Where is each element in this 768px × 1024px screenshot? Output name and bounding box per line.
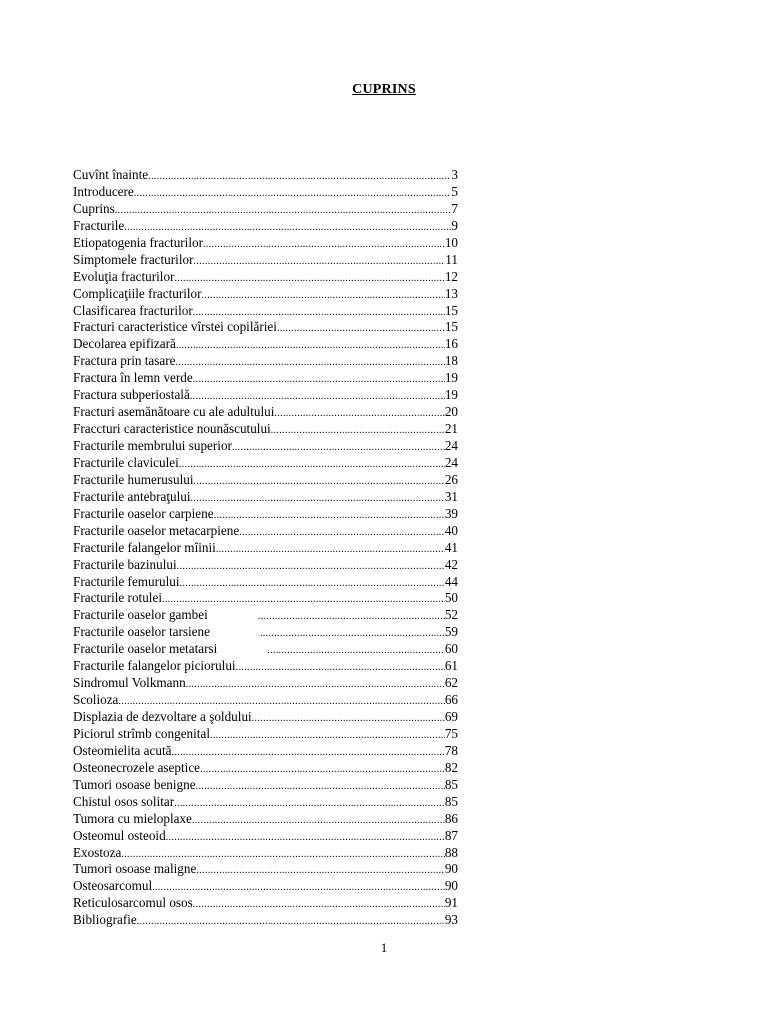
- toc-entry: [73, 760, 458, 777]
- toc-entry-page: 39: [444, 505, 458, 521]
- toc-entry-page: 82: [444, 759, 458, 775]
- toc-entry-title: Fracturile: [73, 217, 125, 233]
- toc-entry-title: Fracturile oaselor metacarpiene: [73, 522, 240, 538]
- toc-entry: [73, 506, 458, 523]
- toc-entry-title: Evoluţia fracturilor: [73, 268, 175, 284]
- toc-dot-leader: [274, 406, 444, 421]
- toc-entry: [73, 353, 458, 370]
- toc-entry: [73, 455, 458, 472]
- toc-entry: [73, 692, 458, 709]
- table-of-contents: [73, 167, 458, 929]
- toc-dot-leader: [193, 897, 445, 912]
- toc-dot-leader: [115, 203, 452, 218]
- toc-entry: [73, 709, 458, 726]
- toc-dot-leader: [194, 474, 445, 489]
- toc-entry-title: Fracturile humerusului: [73, 471, 194, 487]
- toc-entry-title: Tumori osoase benigne: [73, 776, 196, 792]
- toc-entry: [73, 404, 458, 421]
- toc-entry-page: 90: [444, 878, 458, 894]
- toc-entry-page: 50: [444, 590, 458, 606]
- toc-entry-title: Displazia de dezvoltare a şoldului: [73, 709, 252, 724]
- toc-entry-page: 18: [444, 353, 458, 369]
- toc-entry-page: 66: [444, 692, 458, 708]
- toc-dot-leader: [162, 592, 445, 607]
- toc-entry: [73, 167, 458, 184]
- toc-entry: [73, 878, 458, 895]
- toc-entry: [73, 184, 458, 201]
- toc-entry: [73, 624, 458, 641]
- toc-entry-title: Fracturile membrului superior: [73, 438, 232, 453]
- toc-entry: [73, 811, 458, 828]
- toc-entry: [73, 557, 458, 574]
- toc-entry-title: Tumora cu mieloplaxe: [73, 810, 192, 826]
- toc-entry: [73, 523, 458, 540]
- toc-entry-page: 24: [444, 454, 458, 470]
- toc-entry-title: Sindromul Volkmann: [73, 675, 186, 691]
- toc-entry-page: 19: [444, 387, 458, 403]
- toc-entry-title: Decolarea epifizară: [73, 336, 176, 352]
- toc-entry: [73, 336, 458, 353]
- toc-entry-title: Fracturile rotulei: [73, 590, 162, 606]
- toc-dot-leader: [202, 288, 445, 303]
- toc-entry: [73, 303, 458, 320]
- toc-entry: [73, 286, 458, 303]
- toc-entry-title: Introducere: [73, 183, 134, 199]
- toc-entry: [73, 387, 458, 404]
- toc-entry-title: Fracturile bazinului: [73, 556, 177, 572]
- toc-entry: [73, 235, 458, 252]
- toc-entry: [73, 472, 458, 489]
- toc-entry: [73, 777, 458, 794]
- toc-dot-leader: [193, 305, 445, 320]
- toc-entry-title: Exostoza: [73, 844, 122, 860]
- toc-entry-page: 75: [444, 725, 458, 741]
- toc-entry: [73, 218, 458, 235]
- toc-entry-title: Chistul osos solitar: [73, 793, 175, 809]
- toc-dot-leader: [179, 457, 445, 472]
- page-title: CUPRINS: [352, 82, 416, 97]
- toc-entry-page: 88: [444, 844, 458, 860]
- toc-entry-page: 24: [444, 438, 458, 453]
- toc-entry-page: 7: [451, 200, 458, 216]
- toc-entry: [73, 590, 458, 607]
- toc-dot-leader: [134, 186, 452, 201]
- toc-dot-leader: [252, 711, 445, 726]
- toc-entry: [73, 726, 458, 743]
- toc-dot-leader: [148, 169, 451, 184]
- toc-entry-page: 26: [444, 471, 458, 487]
- toc-entry-title: Osteosarcomul: [73, 878, 153, 894]
- toc-entry-page: 3: [451, 167, 458, 182]
- toc-dot-leader: [196, 779, 445, 794]
- toc-entry-title: Etiopatogenia fracturilor: [73, 234, 203, 250]
- toc-entry-page: 42: [444, 556, 458, 572]
- toc-entry-page: 15: [444, 319, 458, 335]
- toc-entry-page: 85: [444, 776, 458, 792]
- toc-entry-title: Bibliografie: [73, 912, 137, 928]
- toc-dot-leader: [277, 321, 445, 336]
- toc-dot-leader: [267, 643, 445, 658]
- toc-entry-page: 13: [444, 285, 458, 301]
- toc-entry: [73, 269, 458, 286]
- toc-entry-title: Fracturile claviculei: [73, 454, 179, 470]
- toc-dot-leader: [152, 880, 445, 895]
- toc-entry-page: 87: [444, 827, 458, 843]
- toc-dot-leader: [174, 271, 444, 286]
- toc-entry-page: 60: [444, 641, 458, 657]
- toc-dot-leader: [121, 847, 444, 862]
- toc-entry: [73, 861, 458, 878]
- toc-dot-leader: [236, 660, 445, 675]
- toc-entry-page: 41: [444, 539, 458, 555]
- page-number: 1: [380, 940, 388, 955]
- toc-entry: [73, 607, 458, 624]
- toc-dot-leader: [214, 508, 445, 523]
- toc-entry: [73, 574, 458, 591]
- toc-entry-page: 44: [444, 573, 458, 589]
- toc-entry-page: 40: [444, 522, 458, 538]
- toc-entry-title: Fracturile oaselor gambei: [73, 607, 208, 623]
- toc-entry-page: 59: [444, 624, 458, 640]
- toc-entry-title: Fraccturi caracteristice nounăscutului: [73, 421, 271, 437]
- toc-entry-page: 86: [444, 810, 458, 826]
- toc-dot-leader: [172, 745, 445, 760]
- toc-entry-title: Fracturi caracteristice vîrstei copilăriei: [73, 319, 277, 335]
- toc-entry: [73, 658, 458, 675]
- toc-dot-leader: [186, 677, 445, 692]
- toc-entry-title: Clasificarea fracturilor: [73, 302, 193, 318]
- toc-dot-leader: [118, 694, 444, 709]
- toc-dot-leader: [239, 525, 445, 540]
- toc-entry: [73, 370, 458, 387]
- toc-entry-page: 90: [444, 861, 458, 877]
- toc-entry-title: Fracturile falangelor mîinii: [73, 539, 216, 555]
- toc-dot-leader: [137, 914, 445, 929]
- toc-entry: [73, 641, 458, 658]
- toc-entry: [73, 675, 458, 692]
- toc-entry: [73, 895, 458, 912]
- toc-dot-leader: [174, 796, 445, 811]
- toc-entry-page: 19: [444, 370, 458, 386]
- toc-entry: [73, 912, 458, 929]
- toc-entry-title: Fractura prin tasare: [73, 353, 176, 369]
- toc-entry: [73, 252, 458, 269]
- toc-entry-title: Piciorul strîmb congenital: [73, 725, 210, 741]
- toc-dot-leader: [193, 254, 445, 269]
- toc-entry-title: Osteomielita acută: [73, 742, 172, 758]
- toc-entry-page: 31: [444, 488, 458, 504]
- toc-entry-page: 10: [444, 234, 458, 250]
- toc-dot-leader: [180, 576, 445, 591]
- toc-dot-leader: [203, 237, 445, 252]
- toc-entry-title: Fracturi asemănătoare cu ale adultului: [73, 404, 275, 420]
- toc-entry-page: 9: [451, 217, 458, 233]
- toc-dot-leader: [124, 220, 451, 235]
- toc-dot-leader: [176, 355, 445, 370]
- toc-entry-page: 16: [444, 336, 458, 352]
- toc-entry-title: Cuprins: [73, 200, 115, 216]
- toc-entry-page: 69: [444, 709, 458, 724]
- toc-entry-title: Fracturile femurului: [73, 573, 180, 589]
- toc-dot-leader: [177, 559, 445, 574]
- toc-dot-leader: [166, 830, 445, 845]
- toc-dot-leader: [193, 372, 445, 387]
- toc-entry-title: Fracturile oaselor metatarsi: [73, 641, 218, 657]
- toc-entry-title: Fractura în lemn verde: [73, 370, 193, 386]
- toc-entry: [73, 438, 458, 455]
- toc-entry-title: Fractura subperiostală: [73, 387, 190, 403]
- toc-dot-leader: [192, 813, 445, 828]
- toc-entry-page: 62: [444, 675, 458, 691]
- toc-dot-leader: [210, 728, 445, 743]
- toc-entry-page: 78: [444, 742, 458, 758]
- toc-entry-page: 91: [444, 895, 458, 911]
- toc-entry-page: 20: [444, 404, 458, 420]
- toc-entry-title: Tumori osoase maligne: [73, 861, 197, 877]
- toc-dot-leader: [200, 762, 445, 777]
- toc-entry-page: 12: [444, 268, 458, 284]
- toc-entry-page: 15: [444, 302, 458, 318]
- toc-entry-page: 85: [444, 793, 458, 809]
- toc-entry: [73, 743, 458, 760]
- toc-entry-page: 21: [444, 421, 458, 437]
- toc-entry-title: Reticulosarcomul osos: [73, 895, 193, 911]
- toc-entry-title: Fracturile oaselor carpiene: [73, 505, 214, 521]
- toc-dot-leader: [196, 863, 444, 878]
- toc-entry-page: 61: [444, 658, 458, 674]
- toc-entry: [73, 201, 458, 218]
- toc-dot-leader: [260, 626, 445, 641]
- toc-entry: [73, 489, 458, 506]
- toc-dot-leader: [191, 491, 445, 506]
- toc-entry-title: Osteonecrozele aseptice: [73, 759, 201, 775]
- toc-entry-title: Cuvînt înainte: [73, 167, 149, 182]
- toc-entry-page: 11: [445, 251, 458, 267]
- toc-entry-title: Fracturile oaselor tarsiene: [73, 624, 210, 640]
- toc-entry: [73, 319, 458, 336]
- toc-dot-leader: [258, 609, 445, 624]
- toc-entry: [73, 828, 458, 845]
- toc-entry: [73, 794, 458, 811]
- toc-entry-title: Scolioza: [73, 692, 119, 708]
- toc-entry-page: 5: [451, 183, 458, 199]
- toc-entry: [73, 845, 458, 862]
- toc-entry-title: Osteomul osteoid: [73, 827, 166, 843]
- toc-dot-leader: [190, 389, 445, 404]
- toc-dot-leader: [176, 338, 445, 353]
- toc-entry-title: Complicaţiile fracturilor: [73, 285, 202, 301]
- toc-entry-title: Simptomele fracturilor: [73, 251, 194, 267]
- toc-entry-title: Fracturile falangelor piciorului: [73, 658, 236, 674]
- toc-dot-leader: [232, 440, 445, 455]
- toc-entry: [73, 540, 458, 557]
- toc-dot-leader: [216, 542, 445, 557]
- toc-entry-page: 52: [444, 607, 458, 623]
- toc-entry-page: 93: [444, 912, 458, 928]
- toc-entry: [73, 421, 458, 438]
- toc-dot-leader: [271, 423, 445, 438]
- toc-entry-title: Fracturile antebraţului: [73, 488, 191, 504]
